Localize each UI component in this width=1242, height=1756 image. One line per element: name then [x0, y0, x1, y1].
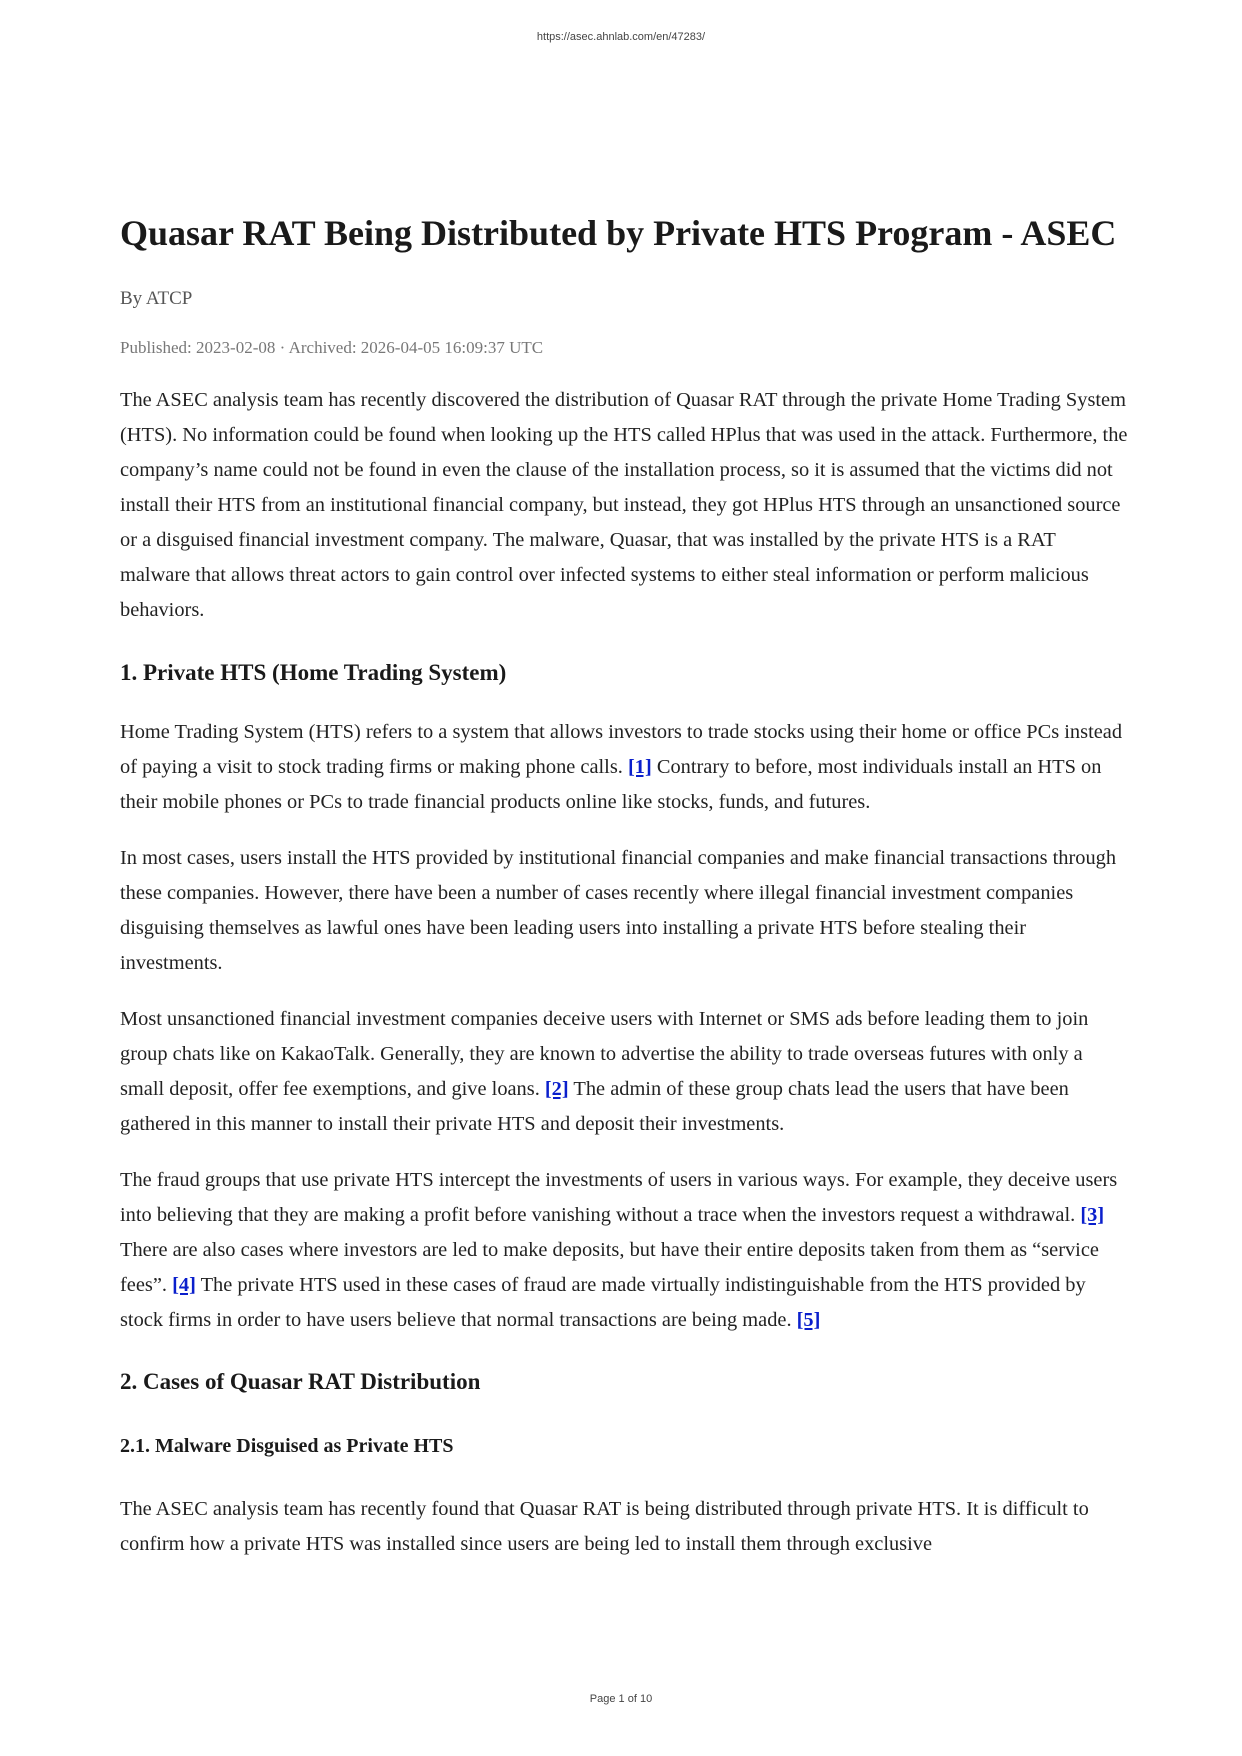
section-heading-1: 1. Private HTS (Home Trading System): [120, 660, 507, 685]
section-heading-2: 2. Cases of Quasar RAT Distribution: [120, 1369, 481, 1394]
text: There are also cases where investors are led to make deposits, but have their entire deposits taken from them as “service fees”.: [120, 1239, 1099, 1296]
text: Contrary to before, most individuals install an HTS on their mobile phones or PCs to trade financial products online like stocks, funds, and futures.: [120, 756, 1102, 813]
text: Home Trading System (HTS) refers to a system that allows investors to trade stocks using their home or office PCs instead of paying a visit to stock trading firms or making phone calls.: [120, 721, 1123, 778]
page-title: Quasar RAT Being Distributed by Private HTS Program - ASEC: [120, 213, 1117, 253]
text: The private HTS used in these cases of fraud are made virtually indistinguishable from the HTS provided by stock firms in order to have users believe that normal transactions are being made.: [120, 1274, 1086, 1331]
reference-link-4[interactable]: [4]: [172, 1274, 196, 1296]
paragraph-unsanctioned: [120, 1002, 1128, 1142]
reference-link-3[interactable]: [3]: [1080, 1204, 1105, 1226]
subsection-heading-2-1: 2.1. Malware Disguised as Private HTS: [120, 1435, 454, 1457]
page-url: https://asec.ahnlab.com/en/47283/: [536, 31, 706, 43]
author-byline: By ATCP: [120, 288, 193, 309]
paragraph-hts-definition: [120, 715, 1128, 820]
paragraph-intro: The ASEC analysis team has recently discovered the distribution of Quasar RAT through the private Home Trading System (HTS). No information could be found when looking up the HTS called HPlus that was used in the attack. Furthermore, the company’s name could not be found in even the clause of the installation process, so it is assumed that the victims did not install their HTS from an institutional financial company, but instead, they got HPlus HTS through an unsanctioned source or a disguised financial investment company. The malware, Quasar, that was installed by the private HTS is a RAT malware that allows threat actors to gain control over infected systems to either steal information or perform malicious behaviors.: [120, 389, 1128, 621]
page-number: Page 1 of 10: [589, 1693, 653, 1705]
paragraph-hts-cases: In most cases, users install the HTS provided by institutional financial companies and make financial transactions through these companies. However, there have been a number of cases recently where illegal financial investment companies disguising themselves as lawful ones have been leading users into installing a private HTS before stealing their investments.: [120, 847, 1117, 974]
reference-link-1[interactable]: [1]: [627, 756, 652, 778]
reference-link-2[interactable]: [2]: [544, 1078, 569, 1100]
reference-link-5[interactable]: [5]: [796, 1309, 821, 1331]
article-body: [120, 383, 1128, 1583]
text: Most unsanctioned financial investment companies deceive users with Internet or SMS ads before leading them to join group chats like on KakaoTalk. Generally, they are known to advertise the ability to trade overseas futures with only a small deposit, offer fee exemptions, and give loans.: [120, 1008, 1089, 1100]
text: The admin of these group chats lead the users that have been gathered in this manner to install their private HTS and deposit their investments.: [120, 1078, 1069, 1135]
paragraph-fraud: [120, 1163, 1128, 1338]
paragraph-cases: The ASEC analysis team has recently found that Quasar RAT is being distributed through private HTS. It is difficult to confirm how a private HTS was installed since users are being led to install them through exclusive: [120, 1498, 1089, 1555]
publish-meta: Published: 2023-02-08 · Archived: 2026-04-05 16:09:37 UTC: [120, 338, 544, 357]
text: The fraud groups that use private HTS intercept the investments of users in various ways. For example, they deceive users into believing that they are making a profit before vanishing without a trace when the investors request a withdrawal.: [120, 1169, 1118, 1226]
